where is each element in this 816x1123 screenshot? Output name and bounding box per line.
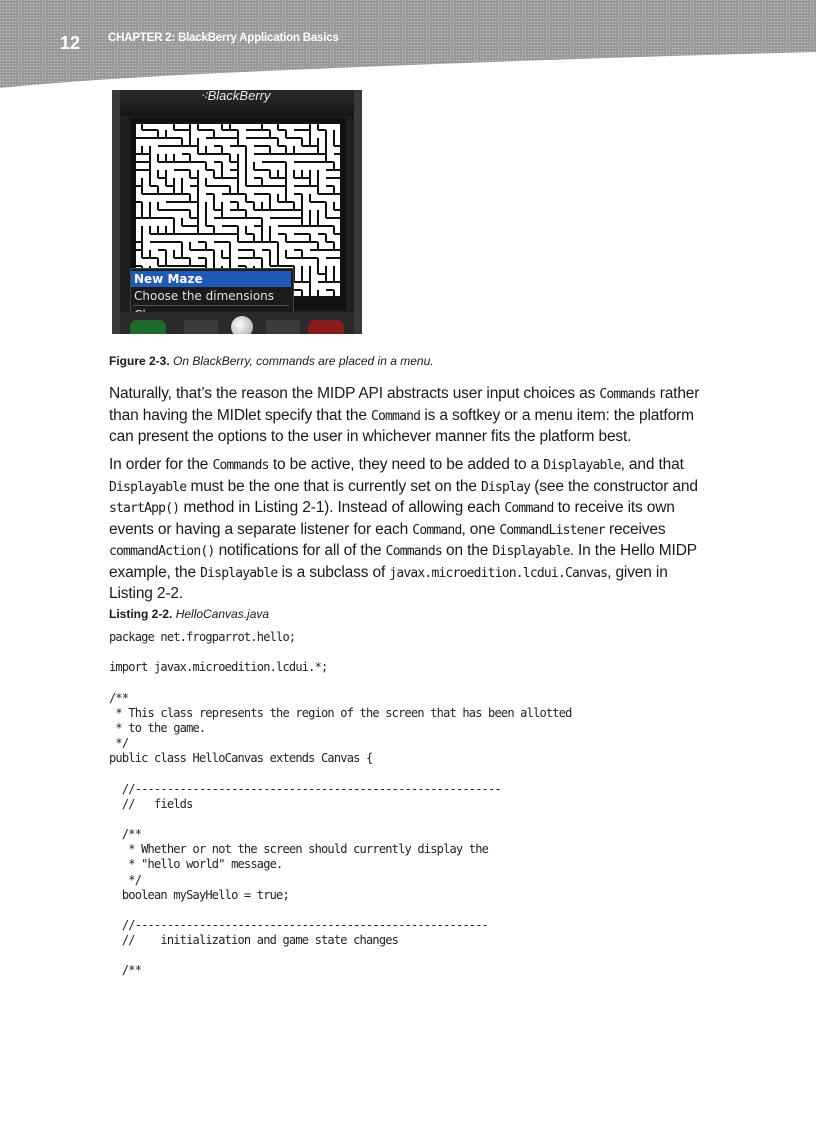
end-key-icon bbox=[308, 320, 344, 334]
paragraph-1 bbox=[109, 384, 709, 448]
text-run: rather than having the MIDlet specify that the bbox=[109, 385, 700, 424]
text-run: . In the Hello MIDP example, the bbox=[109, 542, 697, 581]
inline-code: Displayable bbox=[543, 458, 621, 473]
phone-top bbox=[120, 90, 354, 116]
chapter-title: CHAPTER 2: BlackBerry Application Basics bbox=[108, 32, 339, 44]
inline-code: Displayable bbox=[492, 544, 570, 559]
paragraph-2 bbox=[109, 455, 709, 605]
blackberry-phone-figure bbox=[112, 90, 362, 334]
text-run: In order for the bbox=[109, 456, 213, 473]
text-run: is a softkey or a menu item: the platform can present the options to the user in whichever manner fits the platform best. bbox=[109, 406, 694, 445]
inline-code: CommandListener bbox=[499, 522, 605, 538]
phone-screen bbox=[130, 118, 346, 310]
listing-caption-label: Listing 2-2. bbox=[109, 607, 173, 621]
text-run: receives bbox=[604, 520, 666, 538]
listing-caption bbox=[109, 607, 269, 621]
figure-caption-label: Figure 2-3. bbox=[109, 354, 170, 368]
text-run: is a subclass of bbox=[277, 563, 390, 581]
inline-code: Display bbox=[480, 479, 531, 495]
text-run: to be active, they need to be added to a bbox=[268, 456, 544, 473]
text-run: (see the constructor and bbox=[530, 477, 698, 495]
inline-code: Command bbox=[412, 522, 462, 538]
menu-item-choose-dimensions[interactable]: Choose the dimensions bbox=[134, 289, 275, 303]
figure-caption-text: On BlackBerry, commands are placed in a menu. bbox=[173, 354, 434, 368]
text-run: method in Listing 2-1). Instead of allowing each bbox=[179, 499, 505, 516]
phone-bezel-right bbox=[354, 90, 362, 334]
blackberry-logo: ⁖BlackBerry bbox=[200, 90, 271, 103]
text-run: on the bbox=[441, 542, 493, 559]
menu-item-new-maze[interactable]: New Maze bbox=[131, 271, 291, 287]
chapter-header-band bbox=[0, 0, 816, 95]
inline-code: startApp() bbox=[109, 501, 180, 516]
inline-code: Commands bbox=[385, 544, 442, 559]
code-listing: package net.frogparrot.hello; import javax.microedition.lcdui.*; /** * This class represents the region of the screen that has been allotted * to the game. */ public class HelloCanvas extends Canvas { //--------------------------------------------------------- // fields /** * Whether or not the screen should currently display the * "hello world" message. */ boolean mySayHello = true; //------------------------------------------------------- // initialization and game state changes /** bbox=[109, 630, 572, 978]
call-key-icon bbox=[130, 320, 166, 334]
inline-code: Command bbox=[504, 501, 554, 516]
text-run: to receive its own events or having a separate listener for each bbox=[109, 499, 675, 538]
listing-caption-text: HelloCanvas.java bbox=[175, 607, 270, 621]
inline-code: Commands bbox=[599, 387, 656, 402]
trackball-icon bbox=[231, 316, 253, 334]
inline-code: commandAction() bbox=[109, 544, 215, 559]
menu-key-icon bbox=[184, 320, 218, 334]
inline-code: javax.microedition.lcdui.Canvas bbox=[389, 565, 608, 581]
menu-separator bbox=[133, 305, 289, 306]
inline-code: Displayable bbox=[200, 565, 278, 581]
text-run: must be the one that is currently set on the bbox=[186, 477, 481, 495]
figure-caption bbox=[109, 354, 434, 368]
back-key-icon bbox=[266, 320, 300, 334]
text-run: , given in Listing 2-2. bbox=[109, 563, 668, 602]
text-run: Naturally, that’s the reason the MIDP API abstracts user input choices as bbox=[109, 385, 600, 402]
phone-keypad bbox=[120, 312, 354, 334]
text-run: , one bbox=[461, 520, 500, 538]
inline-code: Displayable bbox=[109, 479, 187, 495]
inline-code: Commands bbox=[212, 458, 269, 473]
inline-code: Command bbox=[370, 408, 421, 424]
text-run: , and that bbox=[620, 456, 684, 473]
page-number: 12 bbox=[60, 33, 81, 53]
phone-bezel-left bbox=[112, 90, 120, 334]
text-run: notifications for all of the bbox=[214, 542, 386, 559]
